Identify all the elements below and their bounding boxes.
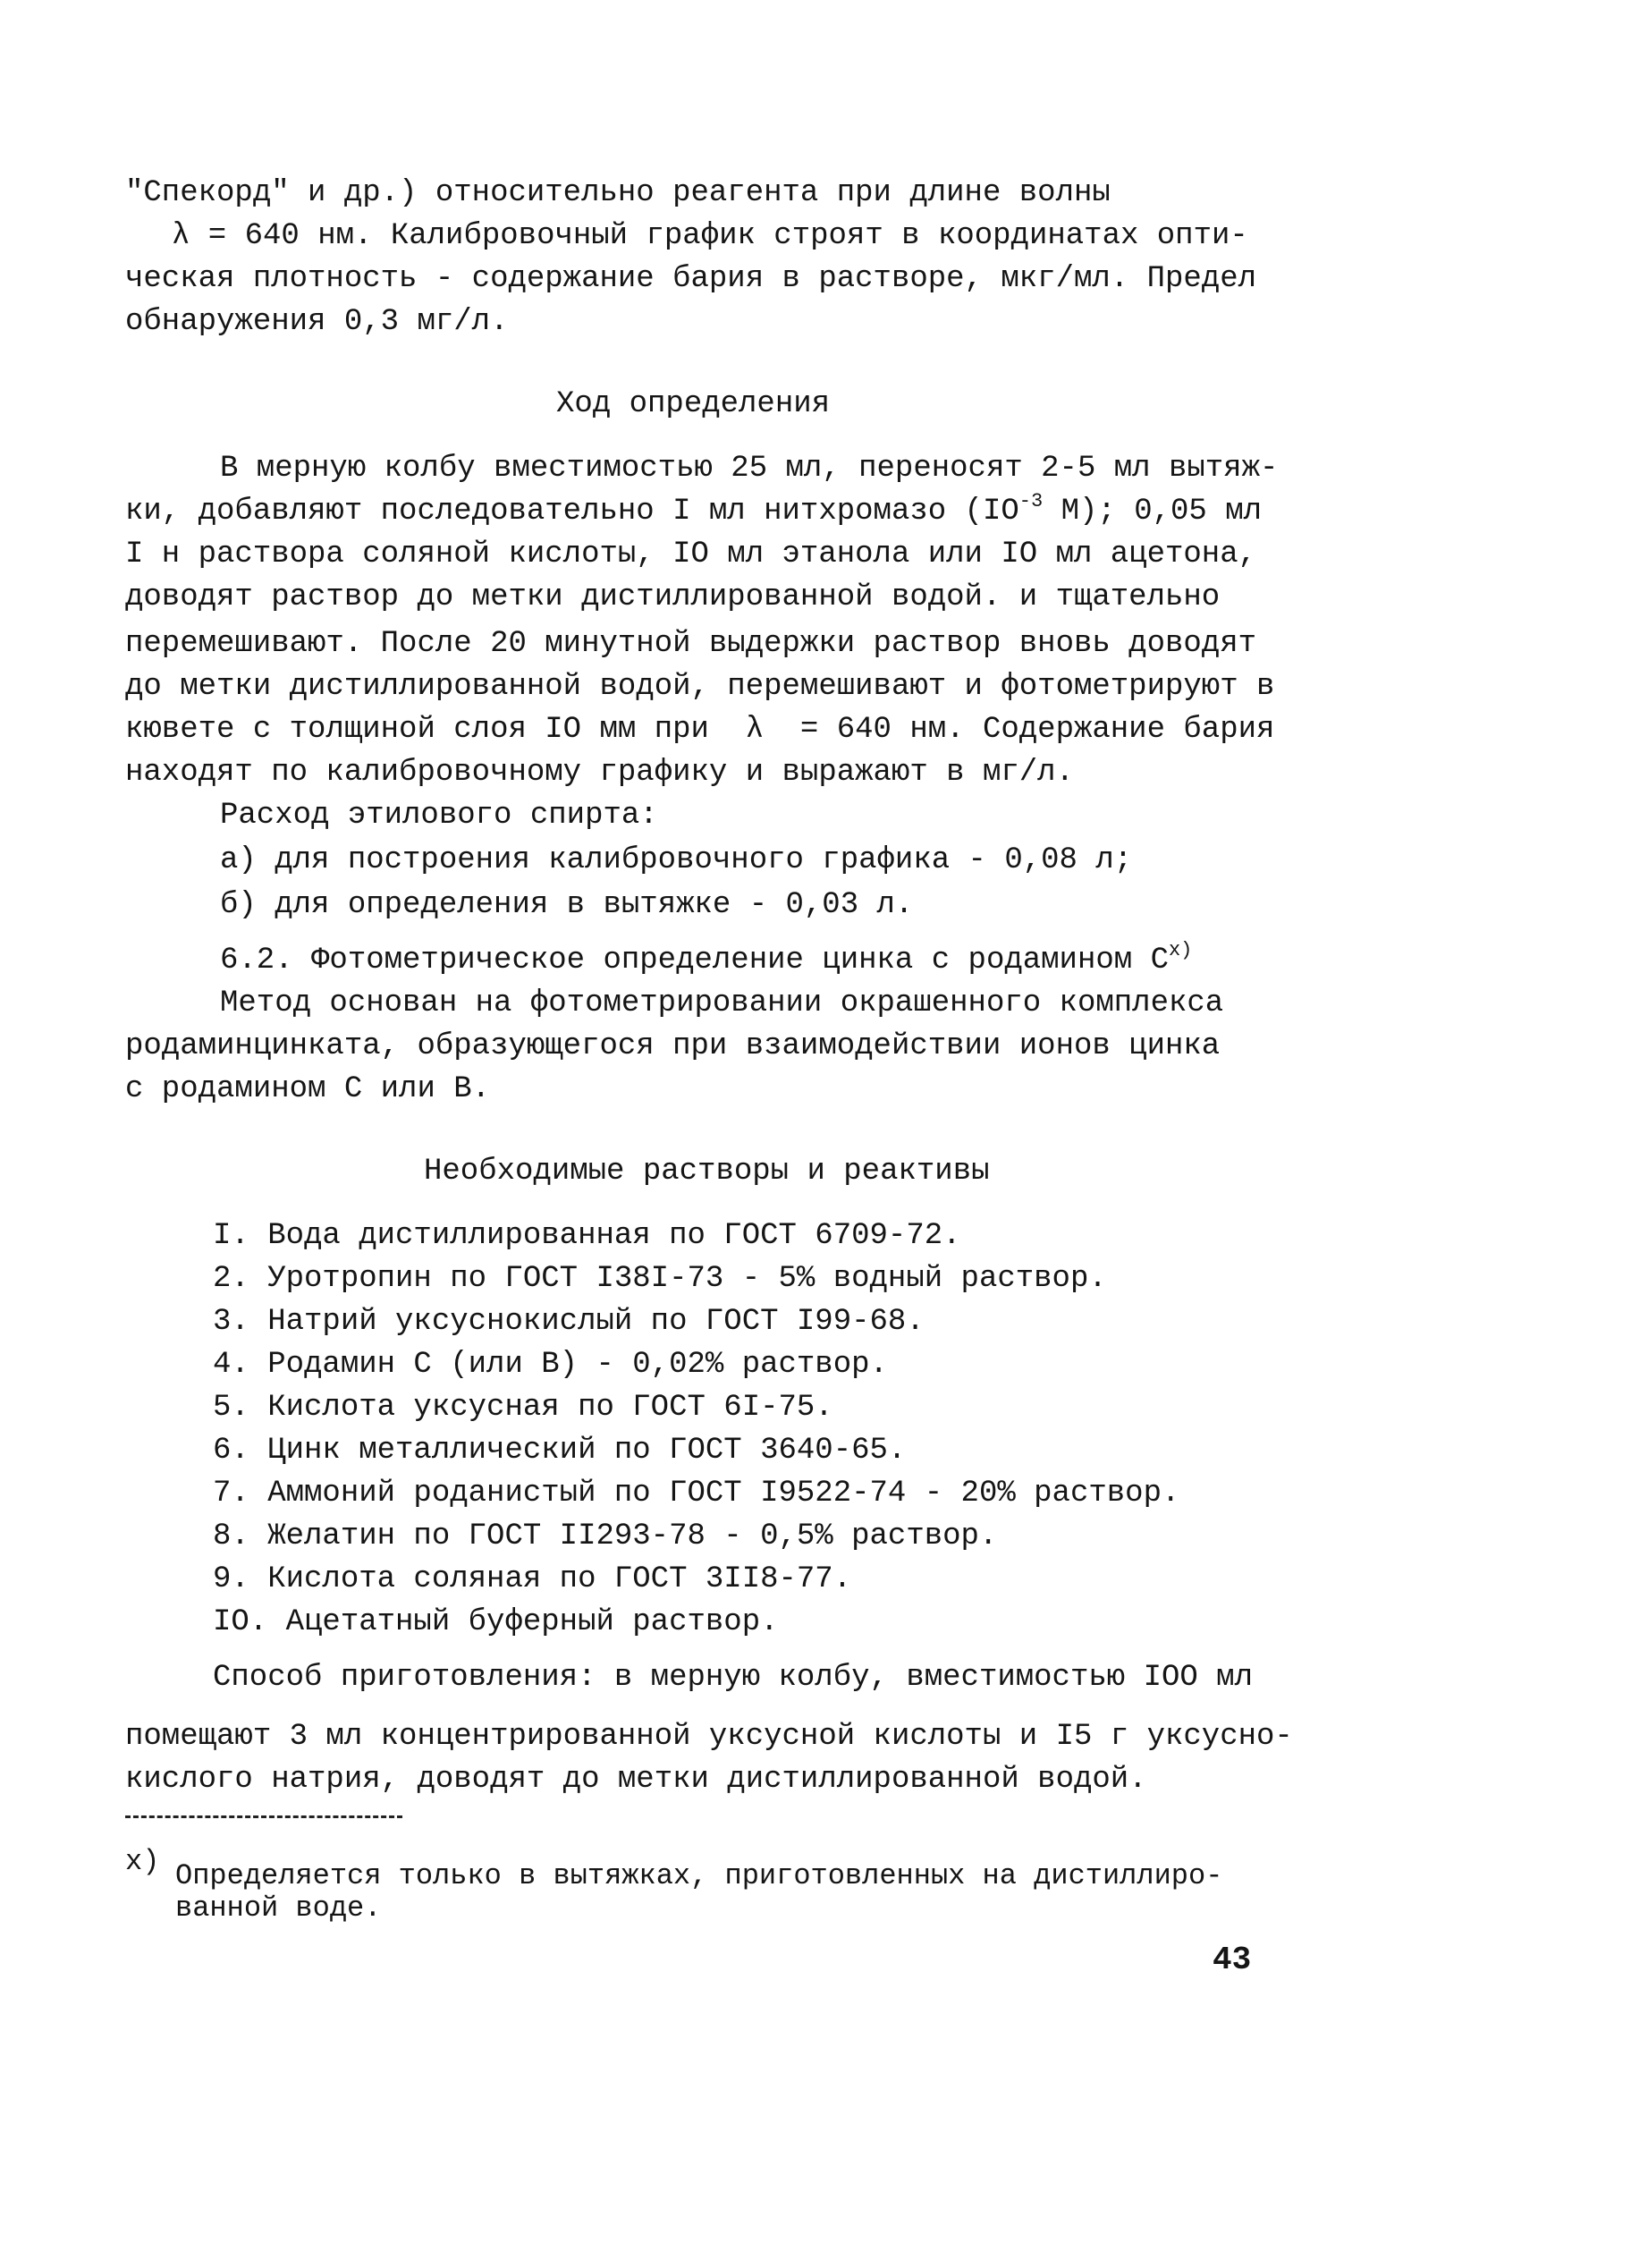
procedure-line-4: доводят раствор до метки дистиллированной водой. и тщательно [125,580,1221,614]
intro-line-2: λ = 640 нм. Калибровочный график строят в координатах опти- [172,219,1248,253]
section-title-zinc-text: 6.2. Фотометрическое определение цинка с родамином С [220,944,1169,977]
procedure-line-7: кювете с толщиной слоя IO мм при λ = 640 нм. Содержание бария [125,713,1275,747]
method-line-3: с родамином С или В. [125,1072,491,1106]
intro-line-4: обнаружения 0,3 мг/л. [125,305,509,339]
footnote-line-1: Определяется только в вытяжках, приготовленных на дистиллиро- [175,1859,1223,1892]
exponent-superscript: -3 [1018,490,1044,512]
consumption-item-a: а) для построения калибровочного графика - 0,08 л; [220,843,1133,877]
method-line-1: Метод основан на фотометрировании окрашенного комплекса [220,986,1224,1020]
procedure-line-8: находят по калибровочному графику и выражают в мг/л. [125,756,1074,790]
preparation-line-3: кислого натрия, доводят до метки дистиллированной водой. [125,1763,1147,1797]
footnote-reference: x) [1168,939,1193,961]
footnote-line-2: ванной воде. [175,1891,382,1925]
intro-line-3: ческая плотность - содержание бария в растворе, мкг/мл. Предел [125,262,1257,296]
reagent-item-9: 9. Кислота соляная по ГОСТ 3II8-77. [213,1562,852,1596]
procedure-line-5: перемешивают. После 20 минутной выдержки раствор вновь доводят [125,627,1257,661]
method-line-2: родаминцинката, образующегося при взаимодействии ионов цинка [125,1029,1221,1063]
consumption-item-b: б) для определения в вытяжке - 0,03 л. [220,888,914,922]
page-number: 43 [1213,1942,1252,1978]
section-heading-procedure: Ход определения [556,387,831,421]
reagent-item-7: 7. Аммоний роданистый по ГОСТ I9522-74 - 20% раствор. [213,1477,1180,1511]
reagent-item-2: 2. Уротропин по ГОСТ I38I-73 - 5% водный раствор. [213,1262,1107,1296]
reagent-item-5: 5. Кислота уксусная по ГОСТ 6I-75. [213,1391,833,1425]
footnote-marker: x) [125,1845,160,1878]
preparation-line-2: помещают 3 мл концентрированной уксусной кислоты и I5 г уксусно- [125,1720,1293,1754]
reagent-item-3: 3. Натрий уксуснокислый по ГОСТ I99-68. [213,1305,925,1339]
procedure-line-1: В мерную колбу вместимостью 25 мл, переносят 2-5 мл вытяж- [220,452,1279,486]
procedure-line-2-start: ки, добавляют последовательно I мл нитхромазо (IO [125,495,1019,529]
procedure-line-3: I н раствора соляной кислоты, IO мл этанола или IO мл ацетона, [125,537,1257,571]
footnote-separator [125,1815,402,1818]
reagent-item-10: IO. Ацетатный буферный раствор. [213,1605,779,1639]
preparation-line-1: Способ приготовления: в мерную колбу, вместимостью IOO мл [213,1661,1253,1695]
consumption-title: Расход этилового спирта: [220,799,658,833]
procedure-line-2 [125,490,1263,532]
section-title-zinc [220,939,1193,981]
reagent-item-8: 8. Желатин по ГОСТ II293-78 - 0,5% раствор. [213,1519,998,1553]
intro-line-1: "Спекорд" и др.) относительно реагента при длине волны [125,176,1111,210]
section-heading-reagents: Необходимые растворы и реактивы [424,1155,990,1189]
procedure-line-6: до метки дистиллированной водой, перемешивают и фотометрируют в [125,670,1275,704]
reagent-item-6: 6. Цинк металлический по ГОСТ 3640-65. [213,1434,907,1468]
reagent-item-1: I. Вода дистиллированная по ГОСТ 6709-72. [213,1219,961,1253]
procedure-line-2-end: M); 0,05 мл [1043,495,1263,529]
reagent-item-4: 4. Родамин С (или В) - 0,02% раствор. [213,1348,888,1382]
